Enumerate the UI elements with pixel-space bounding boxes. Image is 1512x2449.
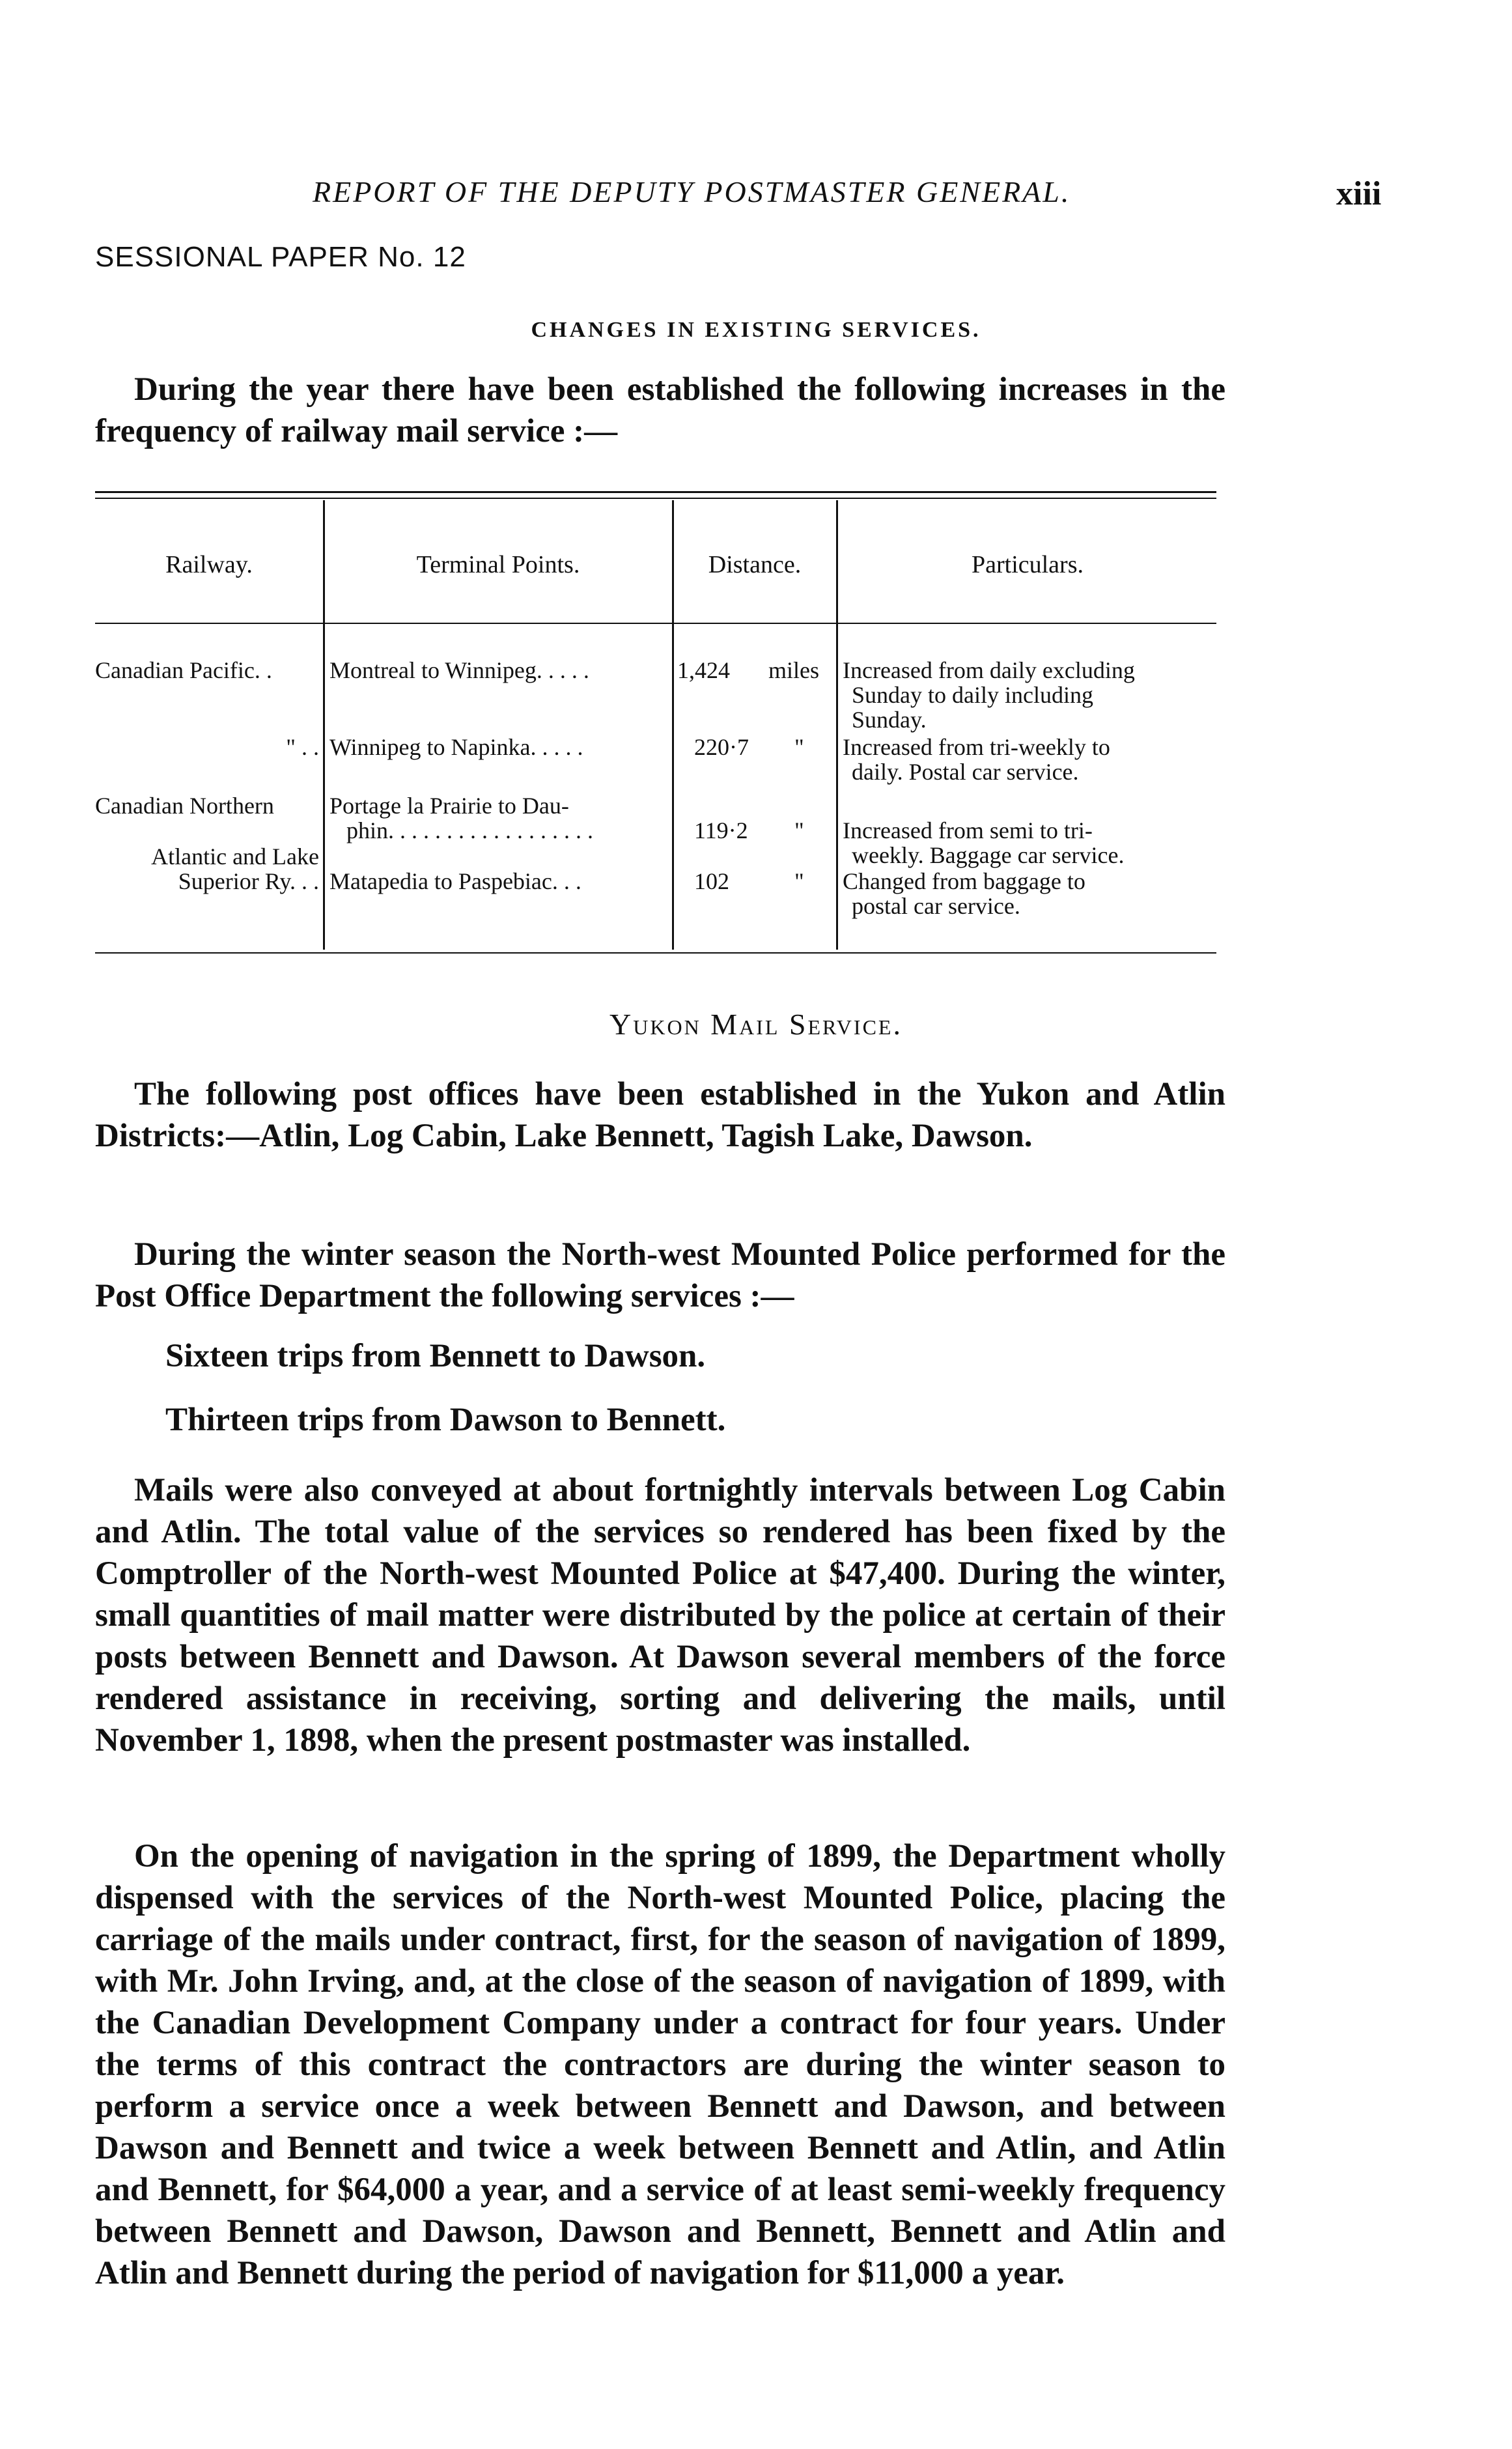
table-header-rule xyxy=(95,623,1216,624)
table-bottom-rule xyxy=(95,952,1216,954)
row4-distance: 102 xyxy=(694,868,729,894)
row1-railway: Canadian Pacific. . xyxy=(95,657,272,683)
changes-heading: CHANGES IN EXISTING SERVICES. xyxy=(531,318,981,342)
row3-distance: 119·2 xyxy=(694,817,748,843)
row4-particulars-line: postal car service. xyxy=(852,893,1020,919)
row1-unit: miles xyxy=(768,657,819,683)
row3-terminals-line: phin. . . . . . . . . . . . . . . . . . xyxy=(346,817,594,843)
table-header-terminal-points: Terminal Points. xyxy=(416,551,580,578)
yukon-paragraph-2: During the winter season the North-west Mounted Police performed for the Post Office Department the following services :— xyxy=(95,1236,1225,1314)
table-col-divider-2 xyxy=(672,500,674,950)
yukon-list-item-1: Sixteen trips from Bennett to Dawson. xyxy=(165,1338,706,1374)
row3-terminals xyxy=(329,793,672,843)
row4-railway-line: Atlantic and Lake xyxy=(151,843,319,870)
row4-railway xyxy=(95,844,323,894)
row3-terminals-line: Portage la Prairie to Dau- xyxy=(329,793,569,819)
sessional-paper-label: SESSIONAL PAPER No. 12 xyxy=(95,241,466,273)
table-col-divider-1 xyxy=(323,500,325,950)
page-number: xiii xyxy=(1336,175,1382,212)
row3-particulars xyxy=(843,818,1216,868)
yukon-paragraph-1: The following post offices have been established in the Yukon and Atlin Districts:—Atlin, Log Cabin, Lake Bennett, Tagish Lake, Dawson. xyxy=(95,1076,1225,1154)
yukon-list-item-2: Thirteen trips from Dawson to Bennett. xyxy=(165,1402,726,1438)
table-top-rule xyxy=(95,491,1216,493)
row1-terminals: Montreal to Winnipeg. . . . . xyxy=(329,657,589,683)
row4-unit: " xyxy=(794,868,804,894)
changes-intro-paragraph: During the year there have been established the following increases in the frequency of railway mail service :— xyxy=(95,371,1225,449)
table-top-rule-2 xyxy=(95,498,1216,499)
row4-particulars-line: Changed from baggage to xyxy=(843,868,1085,894)
row2-railway: " . . xyxy=(286,734,319,760)
row3-particulars-line: weekly. Baggage car service. xyxy=(852,842,1125,868)
running-head: REPORT OF THE DEPUTY POSTMASTER GENERAL. xyxy=(313,175,1071,208)
row1-particulars-line: Sunday. xyxy=(852,707,927,733)
row4-railway-line: Superior Ry. . . xyxy=(178,868,319,894)
row3-unit: " xyxy=(794,817,804,843)
row2-particulars-line: daily. Postal car service. xyxy=(852,759,1079,785)
row2-terminals: Winnipeg to Napinka. . . . . xyxy=(329,734,583,760)
row1-particulars-line: Increased from daily excluding xyxy=(843,657,1135,683)
row4-terminals: Matapedia to Paspebiac. . . xyxy=(329,868,581,894)
table-header-particulars: Particulars. xyxy=(971,551,1084,578)
row1-particulars-line: Sunday to daily including xyxy=(852,682,1093,708)
row3-particulars-line: Increased from semi to tri- xyxy=(843,817,1093,843)
row2-distance: 220·7 xyxy=(694,734,749,760)
row2-particulars-line: Increased from tri-weekly to xyxy=(843,734,1110,760)
row4-particulars xyxy=(843,869,1216,918)
table-header-railway: Railway. xyxy=(165,551,253,578)
yukon-paragraph-4: On the opening of navigation in the spring of 1899, the Department wholly dispensed with the services of the North-west Mounted Police, placing the carriage of the mails under contract, first, for the season of navigation of 1899, with Mr. John Irving, and, at the close of the season of navigation of 1899, with the Canadian Development Company under a contract for four years. Under the terms of this contract the contractors are during the winter season to perform a service once a week between Bennett and Dawson, and between Dawson and Bennett and twice a week between Bennett and Atlin, and Atlin and Bennett, for $64,000 a year, and a service of at least semi-weekly frequency between Bennett and Dawson, Dawson and Bennett, Bennett and Atlin and Atlin and Bennett during the period of navigation for $11,000 a year. xyxy=(95,1838,1225,2291)
row3-railway: Canadian Northern xyxy=(95,793,274,819)
row1-distance: 1,424 xyxy=(677,657,730,683)
table-header-distance: Distance. xyxy=(708,551,802,578)
row2-particulars xyxy=(843,735,1216,784)
row2-unit: " xyxy=(794,734,804,760)
yukon-heading: Yukon Mail Service. xyxy=(609,1008,903,1041)
yukon-paragraph-3: Mails were also conveyed at about fortnightly intervals between Log Cabin and Atlin. The total value of the services so rendered has been fixed by the Comptroller of the North-west Mounted Police at $47,400. During the winter, small quantities of mail matter were distributed by the police at certain of their posts between Bennett and Dawson. At Dawson several members of the force rendered assistance in receiving, sorting and delivering the mails, until November 1, 1898, when the present postmaster was installed. xyxy=(95,1472,1225,1759)
table-col-divider-3 xyxy=(836,500,838,950)
row1-particulars xyxy=(843,658,1216,732)
